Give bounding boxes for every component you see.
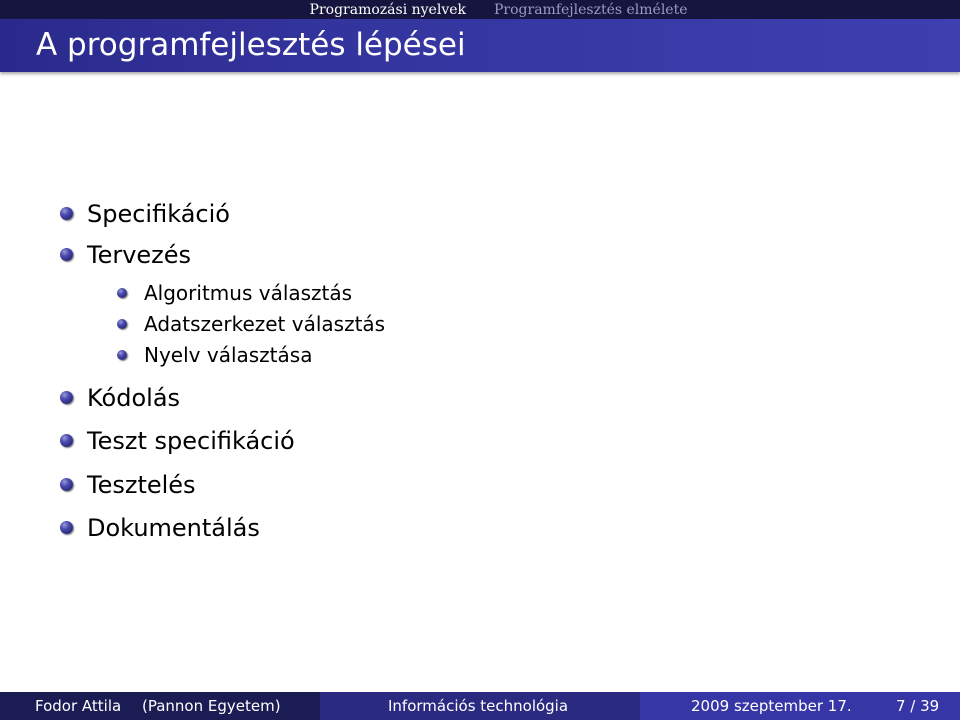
slide-footer bbox=[0, 692, 960, 720]
list-item bbox=[60, 383, 180, 413]
list-item bbox=[60, 240, 191, 270]
ball-bullet-icon bbox=[117, 350, 127, 360]
footer-page-number: 7 / 39 bbox=[896, 697, 940, 715]
footer-date: 2009 szeptember 17. bbox=[691, 697, 852, 715]
nav-section-link-program-development-theory[interactable]: Programfejlesztés elmélete bbox=[494, 2, 688, 18]
list-item bbox=[60, 199, 230, 229]
footer-date-section bbox=[640, 692, 960, 720]
sub-list-item-label: Algoritmus választás bbox=[144, 281, 353, 305]
sub-list-item-label: Adatszerkezet választás bbox=[144, 312, 386, 336]
footer-course-section bbox=[320, 692, 640, 720]
list-item bbox=[60, 470, 196, 500]
ball-bullet-icon bbox=[60, 391, 73, 404]
sub-list-item bbox=[117, 311, 385, 337]
list-item-label: Tesztelés bbox=[87, 471, 196, 499]
nav-section-link-programming-languages[interactable]: Programozási nyelvek bbox=[309, 2, 466, 18]
list-item-label: Teszt specifikáció bbox=[87, 427, 295, 455]
ball-bullet-icon bbox=[117, 288, 127, 298]
ball-bullet-icon bbox=[60, 207, 73, 220]
list-item-label: Specifikáció bbox=[87, 200, 230, 228]
ball-bullet-icon bbox=[60, 248, 73, 261]
list-item-label: Tervezés bbox=[87, 241, 192, 269]
list-item bbox=[60, 513, 260, 543]
footer-institution: (Pannon Egyetem) bbox=[142, 697, 281, 715]
ball-bullet-icon bbox=[60, 478, 73, 491]
list-item-label: Dokumentálás bbox=[87, 514, 260, 542]
sub-list-item bbox=[117, 280, 352, 306]
slide-title: A programfejlesztés lépései bbox=[36, 27, 466, 63]
ball-bullet-icon bbox=[117, 319, 127, 329]
ball-bullet-icon bbox=[60, 521, 73, 534]
footer-author-section bbox=[0, 692, 320, 720]
sub-list-item-label: Nyelv választása bbox=[144, 343, 313, 367]
list-item bbox=[60, 426, 295, 456]
list-item-label: Kódolás bbox=[87, 384, 181, 412]
footer-author: Fodor Attila bbox=[35, 697, 122, 715]
footer-course-title: Információs technológia bbox=[388, 697, 569, 715]
ball-bullet-icon bbox=[60, 434, 73, 447]
sub-list-item bbox=[117, 342, 312, 368]
